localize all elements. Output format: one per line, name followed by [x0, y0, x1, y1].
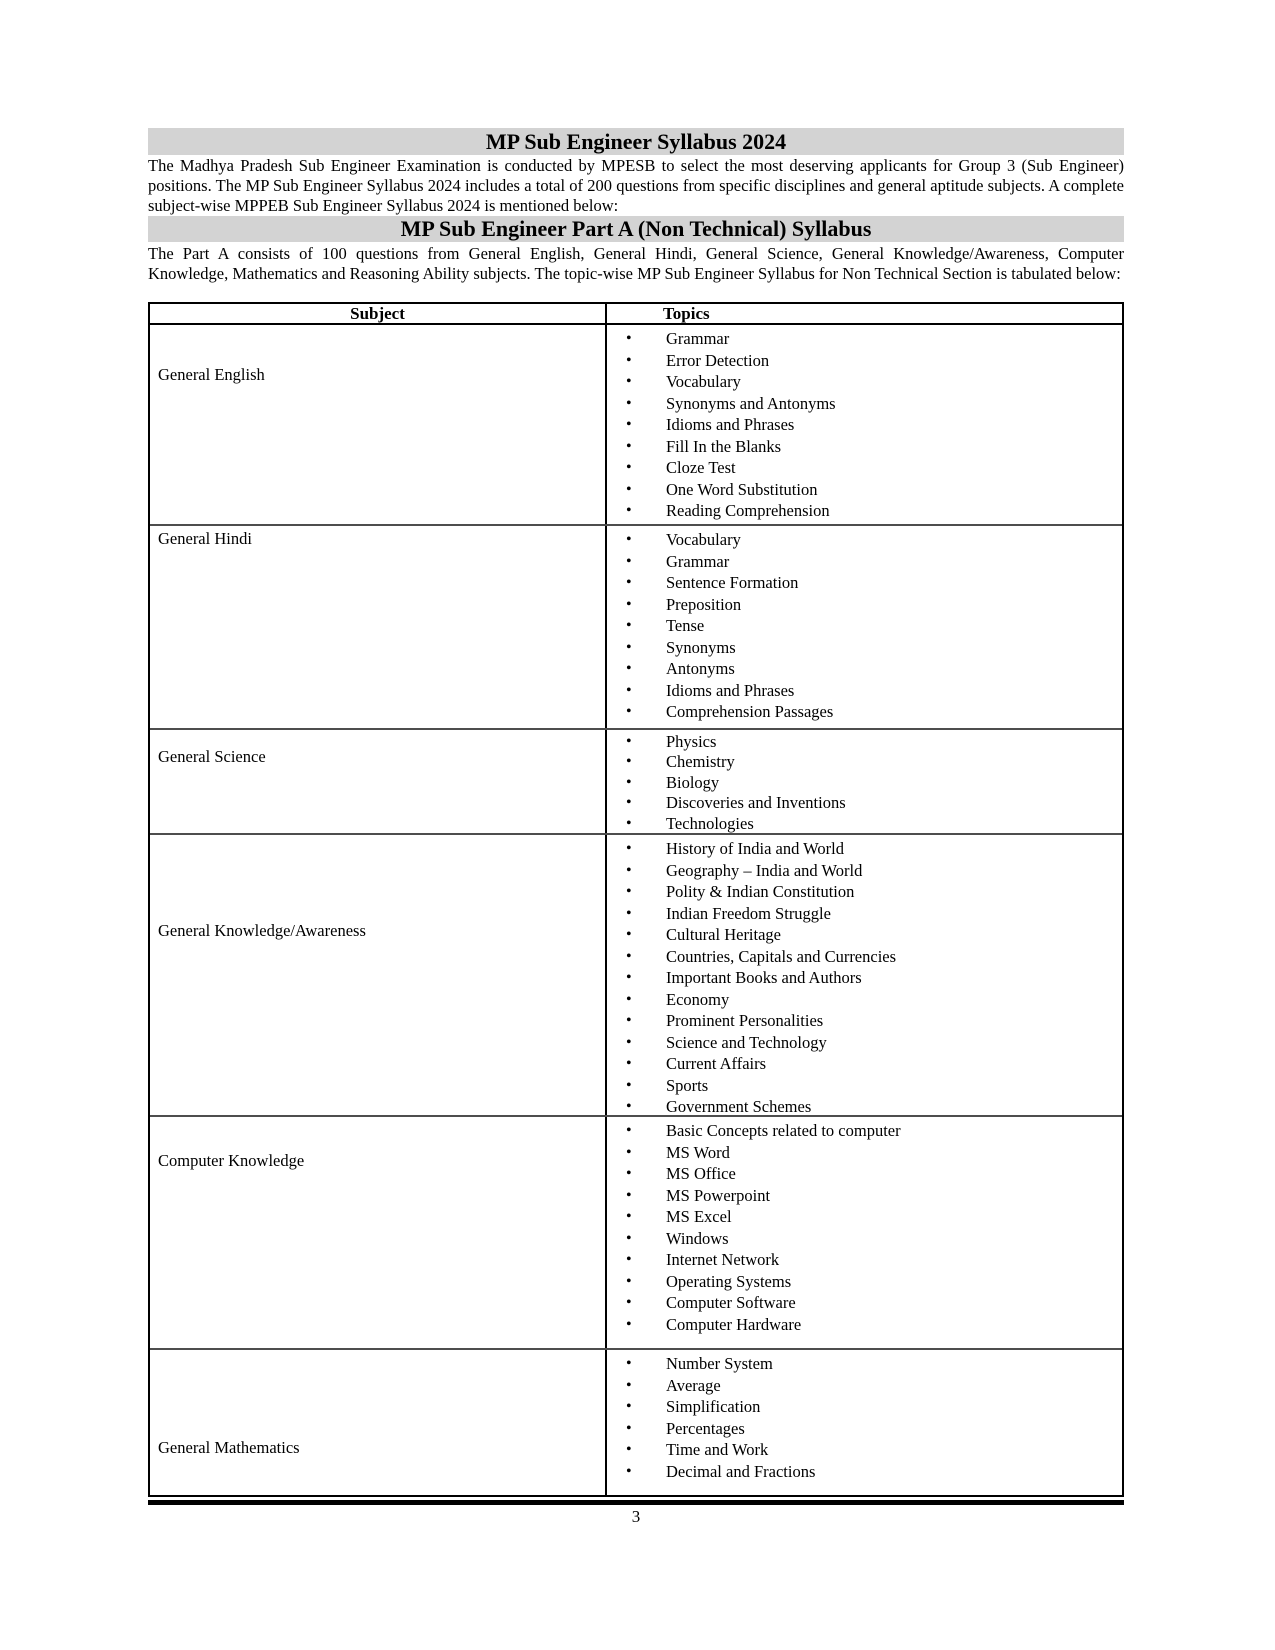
topic-item: • Indian Freedom Struggle	[607, 903, 1122, 925]
page-number: 3	[631, 1507, 641, 1526]
topic-item: • Cloze Test	[607, 457, 1122, 479]
topic-item: • MS Office	[607, 1163, 1122, 1185]
subject-cell: General Science	[150, 730, 607, 833]
topic-item: • Science and Technology	[607, 1032, 1122, 1054]
page-title: MP Sub Engineer Syllabus 2024	[148, 128, 1124, 155]
topic-item: • Countries, Capitals and Currencies	[607, 946, 1122, 968]
table-row-general-science	[150, 730, 1122, 835]
topics-cell	[607, 1350, 1122, 1495]
topic-item: • Technologies	[607, 814, 1122, 834]
topics-list	[607, 1117, 1122, 1335]
topic-item: • Tense	[607, 615, 1122, 637]
subject-cell: General Knowledge/Awareness	[150, 835, 607, 1115]
topic-item: • Grammar	[607, 328, 1122, 350]
topic-item: • Reading Comprehension	[607, 500, 1122, 522]
table-row-general-english	[150, 325, 1122, 526]
topics-list	[607, 325, 1122, 522]
topic-item: • Computer Hardware	[607, 1314, 1122, 1336]
topic-item: • Economy	[607, 989, 1122, 1011]
topic-item: • Simplification	[607, 1396, 1122, 1418]
topic-item: • Biology	[607, 773, 1122, 793]
topics-cell	[607, 1117, 1122, 1348]
topic-item: • Average	[607, 1375, 1122, 1397]
footer-divider	[148, 1500, 1124, 1505]
topic-item: • Synonyms and Antonyms	[607, 393, 1122, 415]
topic-item: • Percentages	[607, 1418, 1122, 1440]
topic-item: • Synonyms	[607, 637, 1122, 659]
topic-item: • Geography – India and World	[607, 860, 1122, 882]
topic-item: • Number System	[607, 1353, 1122, 1375]
intro-paragraph: The Madhya Pradesh Sub Engineer Examination is conducted by MPESB to select the most deserving applicants for Group 3 (Sub Engineer) positions. The MP Sub Engineer Syllabus 2024 includes a total of 200 questions from specific disciplines and general aptitude subjects. A complete subject-wise MPPEB Sub Engineer Syllabus 2024 is mentioned below:	[148, 156, 1124, 215]
topic-item: • Idioms and Phrases	[607, 414, 1122, 436]
section-heading: MP Sub Engineer Part A (Non Technical) Syllabus	[148, 216, 1124, 242]
topics-list	[607, 1350, 1122, 1482]
topic-item: • Physics	[607, 732, 1122, 752]
topic-item: • Cultural Heritage	[607, 924, 1122, 946]
topics-cell	[607, 526, 1122, 728]
topics-list	[607, 526, 1122, 723]
topic-item: • MS Excel	[607, 1206, 1122, 1228]
topics-cell	[607, 730, 1122, 833]
table-row-general-hindi	[150, 526, 1122, 730]
topic-item: • One Word Substitution	[607, 479, 1122, 501]
topic-item: • Internet Network	[607, 1249, 1122, 1271]
topic-item: • Sentence Formation	[607, 572, 1122, 594]
topic-item: • Fill In the Blanks	[607, 436, 1122, 458]
section-intro-paragraph: The Part A consists of 100 questions from General English, General Hindi, General Science, General Knowledge/Awareness, Computer Knowledge, Mathematics and Reasoning Ability subjects. The topic-wise MP Sub Engineer Syllabus for Non Technical Section is tabulated below:	[148, 244, 1124, 283]
topic-item: • Time and Work	[607, 1439, 1122, 1461]
topic-item: • Vocabulary	[607, 371, 1122, 393]
table-header-row	[150, 304, 1122, 325]
table-row-computer-knowledge	[150, 1117, 1122, 1350]
topic-item: • Idioms and Phrases	[607, 680, 1122, 702]
topic-item: • Error Detection	[607, 350, 1122, 372]
table-row-general-mathematics	[150, 1350, 1122, 1495]
topic-item: • Prominent Personalities	[607, 1010, 1122, 1032]
topic-item: • Decimal and Fractions	[607, 1461, 1122, 1483]
topic-item: • Vocabulary	[607, 529, 1122, 551]
topic-item: • Comprehension Passages	[607, 701, 1122, 723]
topics-list	[607, 835, 1122, 1117]
topic-item: • Government Schemes	[607, 1096, 1122, 1117]
topics-cell	[607, 325, 1122, 524]
topic-item: • Discoveries and Inventions	[607, 793, 1122, 813]
topic-item: • MS Word	[607, 1142, 1122, 1164]
table-row-general-knowledge	[150, 835, 1122, 1117]
topic-item: • Important Books and Authors	[607, 967, 1122, 989]
topic-item: • MS Powerpoint	[607, 1185, 1122, 1207]
subject-column-header: Subject	[150, 304, 607, 323]
topic-item: • Operating Systems	[607, 1271, 1122, 1293]
subject-cell: Computer Knowledge	[150, 1117, 607, 1348]
topic-item: • Windows	[607, 1228, 1122, 1250]
subject-cell: General Mathematics	[150, 1350, 607, 1495]
topics-list	[607, 730, 1122, 834]
topic-item: • Chemistry	[607, 752, 1122, 772]
topic-item: • History of India and World	[607, 838, 1122, 860]
topic-item: • Preposition	[607, 594, 1122, 616]
topic-item: • Antonyms	[607, 658, 1122, 680]
topic-item: • Computer Software	[607, 1292, 1122, 1314]
topics-column-header: Topics	[663, 304, 710, 323]
topic-item: • Polity & Indian Constitution	[607, 881, 1122, 903]
subject-cell: General Hindi	[150, 526, 607, 728]
topics-cell	[607, 835, 1122, 1115]
topic-item: • Current Affairs	[607, 1053, 1122, 1075]
topic-item: • Basic Concepts related to computer	[607, 1120, 1122, 1142]
subject-cell: General English	[150, 325, 607, 524]
topic-item: • Sports	[607, 1075, 1122, 1097]
topic-item: • Grammar	[607, 551, 1122, 573]
syllabus-table	[148, 302, 1124, 1497]
